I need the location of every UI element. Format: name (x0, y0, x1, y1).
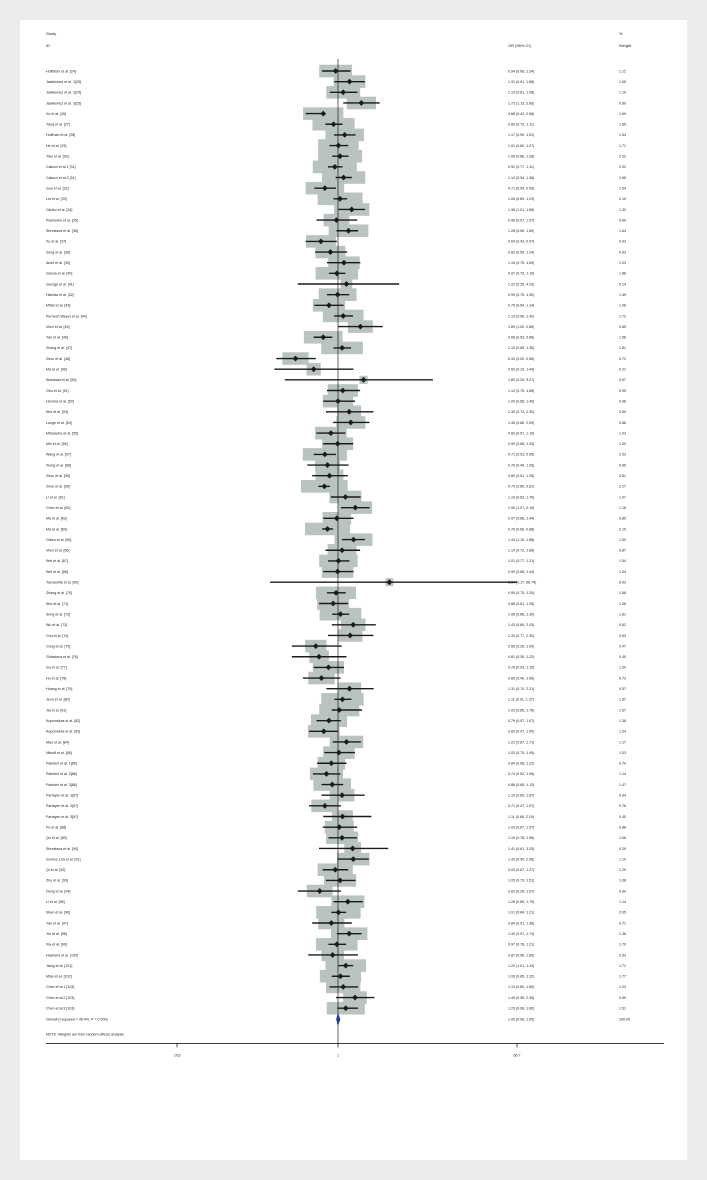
weight-value: 1.71 (619, 143, 626, 148)
or-ci-value: 1.10 (0.65, 1.87) (508, 793, 535, 798)
weight-value: 1.18 (619, 505, 626, 510)
overall-weight: 100.00 (619, 1017, 630, 1022)
or-ci-value: 1.33 (0.77, 2.30) (508, 633, 535, 638)
weight-value: 1.08 (619, 878, 626, 883)
study-name: Gomez-Lira et al. [91] (46, 857, 81, 862)
weight-value: 1.67 (619, 708, 626, 713)
study-name: Hu et al. [78] (46, 676, 67, 681)
weight-value: 1.04 (619, 569, 626, 574)
weight-value: 1.19 (619, 90, 626, 95)
weight-value: 1.77 (619, 974, 626, 979)
study-name: Hashemi et al. [100] (46, 953, 78, 958)
study-name: Li et al. [61] (46, 495, 65, 500)
weight-header: Weight (619, 43, 632, 48)
study-name: Pernech-Weyer et al. [44] (46, 314, 87, 319)
study-name: Mihalache et al. [55] (46, 431, 79, 436)
weight-value: 0.59 (619, 410, 626, 415)
study-name: Mittal et al. [43] (46, 303, 71, 308)
or-ci-value: 0.71 (0.47, 1.07) (508, 804, 535, 809)
study-name: Palmieri et al. 2[86] (46, 772, 77, 777)
or-ci-value: 1.14 (0.94, 1.38) (508, 175, 535, 180)
or-ci-value: 1.43 (0.99, 2.06) (508, 857, 535, 862)
study-name: Wu et al. [73] (46, 623, 68, 628)
study-name: Pu et al. [88] (46, 825, 67, 830)
or-ci-value: 0.61 (0.30, 1.22) (508, 655, 535, 660)
weight-value: 1.36 (619, 718, 626, 723)
study-name: Qu et al. [89] (46, 836, 67, 841)
study-name: Garcia et al. [40] (46, 271, 73, 276)
or-ci-value: 1.35 (0.88, 2.09) (508, 420, 535, 425)
study-name: Palmieri et al. 1[86] (46, 761, 77, 766)
weight-value: 0.96 (619, 399, 626, 404)
or-ci-value: 1.06 (0.86, 1.30) (508, 612, 535, 617)
weight-value: 2.10 (619, 527, 626, 532)
or-ci-value: 1.02 (0.70, 1.49) (508, 750, 535, 755)
or-ci-value: 1.30 (0.73, 2.30) (508, 410, 535, 415)
study-name: Chen et al.3 [103] (46, 1006, 75, 1011)
tick-label: 66.7 (513, 1053, 521, 1058)
study-name: Guo et al. [32] (46, 186, 69, 191)
study-name: Hoffstein et al. [24] (46, 69, 76, 74)
or-ci-value: 1.06 (0.85, 1.32) (508, 974, 535, 979)
weight-value: 1.06 (619, 601, 626, 606)
or-ci-value: 1.50 (1.07, 2.10) (508, 505, 535, 510)
or-ci-value: 0.56 (0.30, 1.09) (508, 644, 535, 649)
weight-value: 0.71 (619, 921, 626, 926)
or-ci-value: 1.10 (0.72, 1.68) (508, 548, 535, 553)
or-ci-value: 1.31 (0.74, 2.31) (508, 687, 535, 691)
x-axis (46, 1043, 664, 1057)
weight-value: 0.47 (619, 644, 626, 649)
study-name: Deng et al. [94] (46, 889, 71, 894)
or-ci-value: 1.20 (1.01, 1.43) (508, 963, 535, 968)
weight-value: 1.66 (619, 591, 626, 596)
or-ci-value: 0.76 (0.45, 1.28) (508, 463, 535, 468)
tick-label: .015 (173, 1053, 181, 1058)
weight-value: 2.27 (619, 484, 626, 489)
table-row (46, 857, 626, 861)
weight-value: 1.03 (619, 431, 626, 436)
overall-or-ci: 1.00 (0.96, 1.05) (508, 1017, 535, 1022)
weight-value: 2.10 (619, 197, 626, 202)
or-ci-value: 0.80 (0.51, 1.26) (508, 474, 535, 478)
weight-value: 0.62 (619, 623, 626, 628)
study-name: Ma et al. [63] (46, 516, 67, 521)
percent-header: % (619, 31, 623, 36)
study-name: Vinci et al. [45] (46, 324, 70, 329)
or-ci-value: 1.12 (0.75, 1.68) (508, 388, 535, 393)
weight-value: 1.54 (619, 559, 626, 564)
or-ci-value: 0.69 (0.47, 1.00) (508, 729, 535, 734)
weight-value: 1.14 (619, 772, 626, 777)
study-name: Li et al. [95] (46, 900, 65, 904)
weight-value: 1.72 (619, 314, 626, 319)
study-name: Calucci et al.2 [31] (46, 175, 76, 180)
study-name: Zeng et al. [38] (46, 250, 70, 255)
study-name: Ahn et al. [71] (46, 601, 69, 606)
table-row (46, 996, 626, 1000)
weight-value: 0.89 (619, 101, 626, 106)
study-name: Amiri et al. [39] (46, 261, 70, 265)
study-name: Herrera et al. [52] (46, 399, 74, 404)
study-name: Zhou et al. [59] (46, 474, 70, 478)
weight-value: 0.88 (619, 420, 626, 425)
weight-value: 1.30 (619, 207, 626, 212)
or-ci-value: 0.82 (0.55, 1.24) (508, 250, 535, 255)
confidence-intervals (270, 68, 517, 1011)
or-ci-value: 0.94 (0.66, 1.34) (508, 69, 535, 74)
weight-value: 0.93 (619, 250, 626, 255)
weight-value: 0.79 (619, 761, 626, 766)
or-ci-value: 1.44 (1.10, 1.88) (508, 537, 535, 542)
study-name: Wei et al. [67] (46, 559, 68, 564)
weight-value: 1.29 (619, 868, 626, 873)
weight-value: 0.72 (619, 356, 626, 361)
weight-value: 1.06 (619, 836, 626, 841)
weight-value: 1.85 (619, 122, 626, 127)
or-ci-value: 0.92 (0.77, 1.11) (508, 165, 535, 170)
or-ci-value: 1.17 (0.90, 1.51) (508, 133, 535, 138)
study-name: Huang et al. [79] (46, 687, 73, 691)
weight-value: 0.21 (619, 367, 626, 372)
forest-plot-panel (20, 20, 687, 1160)
weight-value: 0.65 (619, 463, 626, 468)
weight-value: 1.47 (619, 782, 626, 787)
weight-value: 0.14 (619, 282, 626, 287)
weight-value: 0.03 (619, 580, 626, 585)
study-name: Yang et al. [27] (46, 122, 70, 127)
or-ci-value: 1.28 (0.96, 1.60) (508, 229, 535, 234)
or-ci-value: 0.74 (0.52, 1.06) (508, 772, 535, 777)
weight-value: 0.81 (619, 474, 626, 478)
weight-value: 1.54 (619, 133, 626, 138)
or-ci-value: 1.05 (0.86, 1.28) (508, 154, 535, 159)
study-name: Mao et al. [84] (46, 740, 69, 745)
or-ci-value: 0.99 (0.68, 1.43) (508, 442, 535, 447)
weight-value: 0.63 (619, 633, 626, 638)
or-ci-value: 1.43 (0.85, 2.43) (508, 623, 535, 628)
study-name: Ortiza et al. [65] (46, 537, 72, 542)
study-name: Zhang et al. [47] (46, 346, 72, 351)
study-name: Zhang et al. [70] (46, 591, 72, 596)
or-ci-value: 0.70 (0.60, 0.81) (508, 484, 535, 489)
or-ci-value: 1.01 (0.80, 1.27) (508, 143, 535, 148)
study-name: Zhu et al. [93] (46, 878, 68, 883)
weight-value: 1.03 (619, 750, 626, 755)
study-name: Lunge et al. [54] (46, 420, 72, 425)
weight-value: 1.50 (619, 537, 626, 542)
or-ci-value: 0.84 (0.51, 1.38) (508, 921, 535, 926)
or-ci-value: 0.87 (0.46, 1.60) (508, 953, 535, 958)
or-ci-value: 0.78 (0.53, 1.15) (508, 665, 535, 670)
weight-value: 1.08 (619, 303, 626, 308)
study-name: Jaskiewicz et al. 1[25] (46, 79, 81, 84)
or-ci-value: 0.71 (0.54, 0.95) (508, 186, 535, 191)
weight-value: 0.76 (619, 804, 626, 809)
weight-value: 0.64 (619, 793, 626, 798)
weight-value: 1.88 (619, 271, 626, 276)
study-name: Alshalaal et al. [50] (46, 378, 77, 383)
or-ci-value: 1.03 (0.67, 1.57) (508, 825, 535, 830)
study-name: Chen et al.2 [103] (46, 995, 75, 1000)
study-name: Ma et al. [64] (46, 527, 67, 532)
weight-value: 1.81 (619, 612, 626, 617)
or-ci-value: 1.31 (0.91, 1.88) (508, 79, 535, 84)
study-name: Partayen et al. 2[87] (46, 804, 79, 809)
weight-value: 0.40 (619, 655, 626, 660)
study-name: Partayen et al. 3[87] (46, 814, 79, 819)
weight-value: 0.88 (619, 825, 626, 830)
or-ci-value: 0.65 (0.40, 1.06) (508, 676, 535, 681)
study-name: Shen et al. [96] (46, 910, 71, 915)
weight-value: 0.87 (619, 548, 626, 553)
weight-value: 1.00 (619, 665, 626, 670)
id-header: ID (46, 43, 50, 48)
study-name: Miao et al. [102] (46, 974, 72, 979)
study-name: Liu et al. [33] (46, 197, 67, 202)
study-name: Shrestava et al. [36] (46, 229, 78, 234)
or-ci-value: 1.69 (1.00, 2.86) (508, 324, 535, 329)
or-ci-value: 0.95 (0.75, 1.20) (508, 591, 535, 596)
weight-value: 1.38 (619, 931, 626, 936)
study-name: Partayen et al. 1[87] (46, 793, 79, 798)
study-name: Hishida et al. [42] (46, 292, 74, 297)
weight-value: 1.10 (619, 857, 626, 862)
or-ci-value: 1.41 (0.61, 3.25) (508, 846, 535, 851)
table-row (46, 506, 626, 510)
study-name: Gu et al. [77] (46, 665, 67, 670)
weight-value: 1.79 (619, 942, 626, 947)
study-name: Jiang et al. [101] (46, 963, 73, 968)
or-ci-value: 1.22 (0.87, 1.71) (508, 740, 535, 745)
weight-value: 1.56 (619, 335, 626, 340)
or-ci-value: 1.15 (0.75, 1.69) (508, 261, 535, 265)
or-ci-value: 1.13 (0.90, 1.42) (508, 314, 535, 319)
weight-value: 0.65 (619, 324, 626, 329)
weight-value: 1.14 (619, 900, 626, 904)
table-row (46, 101, 626, 105)
weight-value: 0.45 (619, 814, 626, 819)
or-ci-value: 0.68 (0.53, 0.86) (508, 335, 535, 340)
study-name: Ohu et al. [51] (46, 388, 69, 393)
or-ci-value: 1.01 (0.84, 1.21) (508, 910, 535, 915)
or-ci-value: 0.89 (0.72, 1.11) (508, 122, 535, 127)
or-ci-value: 1.22 (0.35, 4.20) (508, 282, 535, 287)
study-name: Yamashita et al. [69] (46, 580, 79, 585)
weight-value: 1.95 (619, 175, 626, 180)
or-ci-value: 0.71 (0.53, 0.95) (508, 452, 535, 457)
weight-value: 1.04 (619, 729, 626, 734)
or-ci-value: 0.88 (0.61, 1.26) (508, 601, 535, 606)
weight-value: 1.05 (619, 79, 626, 84)
weight-value: 1.49 (619, 292, 626, 297)
study-name: Palmieri et al. 3[86] (46, 782, 77, 787)
or-ci-value: 0.86 (0.65, 1.13) (508, 782, 535, 787)
study-name: Song et al. [72] (46, 612, 71, 617)
study-name: Xu et al. [26] (46, 111, 67, 116)
table-row (46, 325, 626, 329)
study-name: He et al. [29] (46, 143, 67, 148)
overall-diamond (336, 1014, 340, 1025)
weight-value: 2.02 (619, 165, 626, 170)
weight-value: 1.81 (619, 346, 626, 351)
or-ci-value: 0.93 (0.67, 1.27) (508, 868, 535, 873)
table-row (46, 357, 626, 361)
study-name: Min et al. [56] (46, 442, 68, 447)
or-ci-value: 0.96 (0.57, 1.57) (508, 218, 535, 223)
or-ci-value: 1.38 (1.01, 1.89) (508, 207, 535, 212)
study-name: Chen et al.1 [103] (46, 985, 75, 990)
or-ci-value: 0.76 (0.66, 0.88) (508, 527, 535, 532)
or-ci-value: 3.34 (0.17, 66.74) (508, 580, 537, 585)
weight-value: 1.69 (619, 111, 626, 116)
or-ci-value: 0.99 (0.75, 1.30) (508, 292, 535, 297)
weight-value: 1.23 (619, 985, 626, 990)
overall-row (46, 1014, 630, 1025)
weight-value: 1.17 (619, 740, 626, 745)
or-ci-value: 0.84 (0.58, 1.22) (508, 761, 535, 766)
or-ci-value: 0.83 (0.57, 1.19) (508, 431, 535, 436)
tick-label: 1 (337, 1053, 339, 1058)
or-ci-value: 1.30 (0.97, 1.74) (508, 931, 535, 936)
weight-value: 0.93 (619, 239, 626, 244)
study-name: Yin et al. [98] (46, 931, 67, 936)
study-name: Ghisalaca et al. [76] (46, 655, 78, 660)
weight-value: 1.07 (619, 495, 626, 500)
study-name: Yan et al. [97] (46, 921, 68, 926)
or-ci-value: 1.11 (0.91, 1.37) (508, 697, 535, 702)
study-name: Tian et al. [30] (46, 154, 69, 159)
or-ci-value: 1.10 (0.78, 1.56) (508, 836, 535, 841)
study-name: Yan et al. [46] (46, 335, 68, 340)
or-ci-value: 0.97 (0.78, 1.21) (508, 942, 535, 947)
or-ci-value: 0.33 (0.20, 0.56) (508, 356, 535, 361)
weight-value: 0.29 (619, 846, 626, 851)
study-name: Shrestava et al. [90] (46, 846, 78, 851)
study-name: Cong et al. [75] (46, 644, 71, 649)
or-ci-header: OR (95% CI) (508, 43, 531, 48)
study-name: Kupcinskas et al. [82] (46, 718, 81, 723)
study-name: Jeon et al. [80] (46, 697, 70, 702)
weight-value: 1.64 (619, 229, 626, 234)
or-ci-value: 0.97 (0.79, 1.19) (508, 271, 535, 276)
or-ci-value: 0.53 (0.19, 1.44) (508, 367, 535, 372)
study-name: Xia et al. [99] (46, 942, 67, 947)
weight-value: 0.57 (619, 687, 626, 691)
or-ci-value: 0.79 (0.54, 1.14) (508, 303, 535, 308)
study-name: Kim et al. [53] (46, 410, 68, 415)
study-name: Zhou et al. [60] (46, 484, 70, 489)
study-name: Okubo et al. [34] (46, 207, 73, 212)
study-name: George et al. [41] (46, 282, 74, 287)
weight-value: 1.71 (619, 963, 626, 968)
table-header (46, 31, 632, 48)
weight-value: 0.69 (619, 218, 626, 223)
or-ci-value: 1.13 (0.80, 1.60) (508, 985, 535, 990)
overall-label: Overall (I-squared = 45.4%, P = 0.000) (46, 1017, 108, 1022)
weight-value: 0.85 (619, 516, 626, 521)
weight-value: 1.00 (619, 442, 626, 447)
or-ci-value: 0.99 (0.68, 1.44) (508, 569, 535, 574)
study-name: Jia et al. [81] (46, 708, 67, 713)
weight-value: 0.59 (619, 995, 626, 1000)
study-header: Study (46, 31, 57, 36)
weight-value: 2.03 (619, 452, 626, 457)
study-name: Jaskiewicz et al. 3[25] (46, 101, 81, 106)
weight-value: 1.54 (619, 186, 626, 191)
study-name: Wang et al. [57] (46, 452, 72, 457)
weight-value: 1.12 (619, 69, 626, 74)
weight-value: 0.69 (619, 889, 626, 894)
study-name: Wei et al. [68] (46, 569, 68, 574)
study-name: Nilsoff et al. [85] (46, 750, 72, 755)
or-ci-value: 1.20 (0.98, 1.60) (508, 1006, 535, 1011)
or-ci-value: 1.05 (0.89, 1.24) (508, 197, 535, 202)
or-ci-value: 1.13 (0.81, 1.58) (508, 90, 535, 95)
or-ci-value: 0.62 (0.35, 1.07) (508, 889, 535, 894)
or-ci-value: 0.79 (0.57, 1.07) (508, 718, 535, 723)
study-name: Chu et al. [74] (46, 633, 69, 638)
or-ci-value: 1.19 (0.83, 1.70) (508, 495, 535, 500)
or-ci-value: 0.68 (0.43, 0.68) (508, 111, 535, 116)
or-ci-value: 1.49 (0.95, 2.35) (508, 995, 535, 1000)
footnote: NOTE: Weights are from random effects analysis (46, 1032, 124, 1037)
or-ci-value: 1.73 (1.13, 2.66) (508, 101, 535, 106)
study-name: Qi et al. [92] (46, 868, 66, 873)
or-ci-value: 1.26 (0.89, 1.79) (508, 900, 535, 904)
study-name: Xiong et al. [58] (46, 463, 71, 468)
study-name: Vinci et al. [66] (46, 548, 70, 553)
weight-value: 0.95 (619, 388, 626, 393)
weight-value: 1.51 (619, 1006, 626, 1011)
study-name: Jaskiewicz et al. 2[25] (46, 90, 81, 95)
study-name: Hoffman et al. [28] (46, 133, 76, 138)
or-ci-value: 0.64 (0.43, 0.97) (508, 239, 535, 244)
study-name: Pastorello et al. [35] (46, 218, 78, 223)
study-name: Calucci et al.1 [31] (46, 165, 76, 170)
weight-value: 0.73 (619, 676, 626, 681)
or-ci-value: 1.00 (0.68, 1.49) (508, 399, 535, 404)
or-ci-value: 1.05 (0.73, 1.51) (508, 878, 535, 883)
study-name: Ma et al. [49] (46, 367, 67, 372)
study-name: Zhou et al. [48] (46, 356, 70, 361)
weight-value: 0.07 (619, 378, 626, 383)
or-ci-value: 0.97 (0.68, 1.44) (508, 516, 535, 521)
or-ci-value: 1.03 (0.85, 1.76) (508, 708, 535, 713)
or-ci-value: 1.01 (0.77, 1.31) (508, 559, 535, 564)
or-ci-value: 1.82 (0.25, 9.27) (508, 378, 535, 383)
weight-value: 1.03 (619, 261, 626, 265)
weight-value: 2.02 (619, 154, 626, 159)
weight-value: 1.87 (619, 697, 626, 702)
weight-value: 2.05 (619, 910, 626, 915)
study-name: Xu et al. [37] (46, 239, 67, 244)
study-name: Chen et al. [62] (46, 505, 71, 510)
study-name: Kupcinskas et al. [83] (46, 729, 81, 734)
forest-plot (20, 20, 687, 1160)
or-ci-value: 1.11 (0.68, 2.19) (508, 814, 535, 819)
weight-value: 0.53 (619, 953, 626, 958)
or-ci-value: 1.10 (0.89, 1.36) (508, 346, 535, 351)
